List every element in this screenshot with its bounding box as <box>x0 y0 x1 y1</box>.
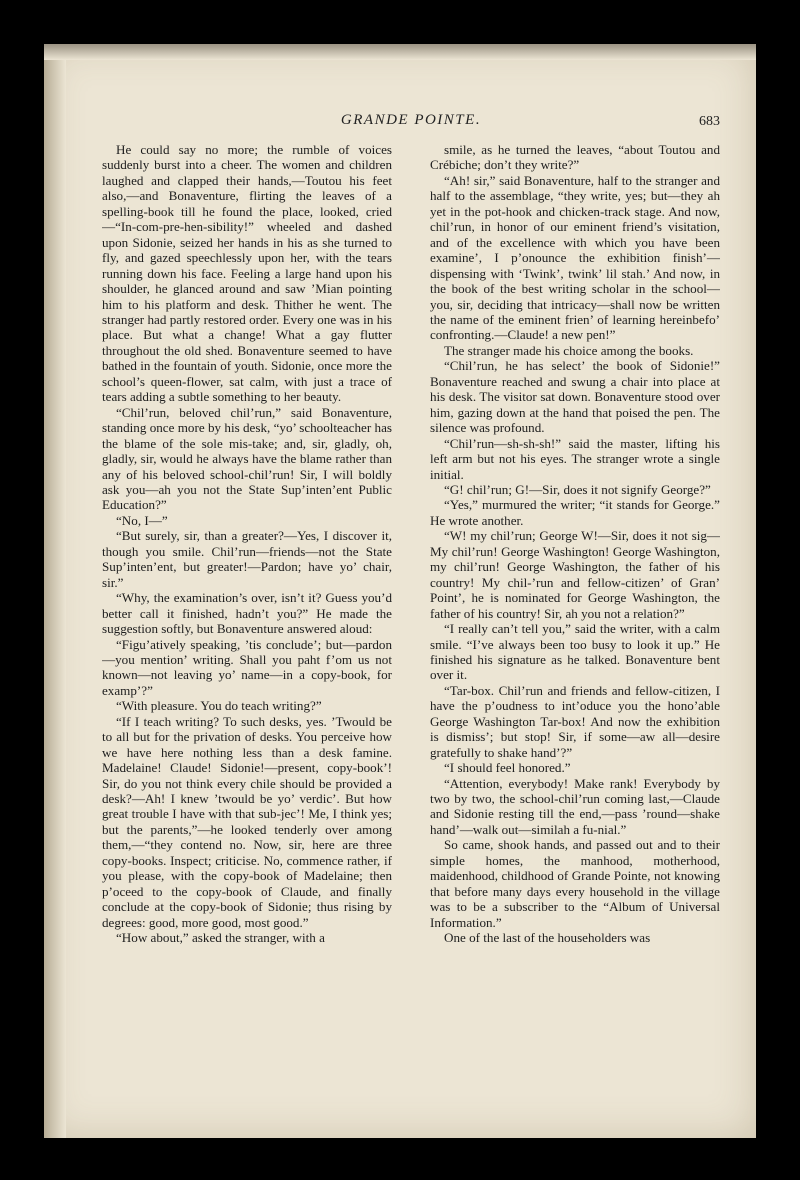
page-gutter-shadow <box>44 44 66 1138</box>
paragraph: “I really can’t tell you,” said the writer, with a calm smile. “I’ve always been too busy to look it up.” He finished his signature as he talked. Bonaventure bent over it. <box>430 621 720 683</box>
paragraph: “Chil’run, beloved chil’run,” said Bonaventure, standing once more by his desk, “yo’ schoolteacher has the blame of the sole mis-take; and, sir, gladly, oh, gladly, sir, would he always have the blame rather than any of his beloved school-chil’run! Sir, I will boldly ask you—ah you not the State Sup’inten’ent Public Education?” <box>102 404 392 513</box>
paragraph: The stranger made his choice among the books. <box>444 342 694 358</box>
paragraph: He could say no more; the rumble of voices suddenly burst into a cheer. The women and children laughed and clapped their hands,—Toutou his feet also,—and Bonaventure, flirting the leaves of a spelling-book till he found the place, looked, cried—“In-com-pre-hen-sibility!” wheeled and dashed upon Sidonie, seized her hands in his as she turned to fly, and gazed speechlessly upon her, with the tears running down his face. Feeling a large hand upon his shoulder, he glanced around and saw ’Mian pointing him to his platform and desk. Thither he went. The stranger had partly restored order. Every one was in his place. But what a change! What a gay flutter throughout the old shed. Bonaventure seemed to have bathed in the fountain of youth. Sidonie, once more the school’s queen-flower, sat calm, with just a trace of tears adding a subtle something to her beauty. <box>102 142 392 405</box>
paragraph: “Ah! sir,” said Bonaventure, half to the stranger and half to the assemblage, “they write, yes; but—they ah yet in the pot-hook and chicken-track stage. And now, chil’run, in honor of our eminent friend’s visitation, and of the excellence with which you have been examine’, I p’onounce the exhibition finish’—dispensing with ‘Twink’, twink’ lil stah.’ And now, in the book of the best writing scholar in the school—you, sir, deciding that intricacy—shall now be written the name of the eminent frien’ of learning hereinbefo’ confronting.—Claude! a new pen!” <box>430 172 720 343</box>
paragraph: “Figu’atively speaking, ’tis conclude’; but—pardon—you mention’ writing. Shall you paht f’om us not known—not leaving yo’ name—in a copy-book, for examp’?” <box>102 636 392 698</box>
paragraph: One of the last of the householders was <box>444 930 651 946</box>
paragraph: “Tar-box. Chil’run and friends and fellow-citizen, I have the p’oudness to int’oduce you the hono’able George Washington Tar-box! And now the exhibition is dismiss’; but stop! Sir, if some—aw all—desire gratefully to shake hand’?” <box>430 682 720 760</box>
paragraph: “Yes,” murmured the writer; “it stands for George.” He wrote another. <box>430 497 720 528</box>
page-header <box>102 112 720 138</box>
book-page <box>44 44 756 1138</box>
paragraph: “If I teach writing? To such desks, yes. ’Twould be to all but for the privation of desks. You perceive how we have here nothing less than a desk famine. Madelaine! Claude! Sidonie!—present, copy-book’! Sir, do you not think every chile should be provided a desk?—Ah! I knew ’twould be yo’ verdic’. But how great trouble I have with that sub-jec’! Me, I think yes; but the parents,”—he looked tenderly over among them,—“they contend no. Now, sir, here are three copy-books. Inspect; criticise. No, commence rather, if you please, with the copy-book of Madelaine; then p’oceed to the copy-book of Claude, and finally conclude at the copy-book of Sidonie; thus rising by degrees: good, more good, most good.” <box>102 713 392 930</box>
paragraph: “But surely, sir, than a greater?—Yes, I discover it, though you smile. Chil’run—friends—not the State Sup’inten’ent, but greater!—Pardon; have yo’ chair, sir.” <box>102 528 392 590</box>
paragraph: “Why, the examination’s over, isn’t it? Guess you’d better call it finished, hadn’t you?” He made the suggestion softly, but Bonaventure answered aloud: <box>102 590 392 637</box>
left-column <box>102 142 392 1132</box>
paragraph: “Attention, everybody! Make rank! Everybody by two by two, the school-chil’run coming last,—Claude and Sidonie resting till the end,—pass ’round—shake hand’—walk out—similah a fu-nial.” <box>430 775 720 837</box>
running-title: GRANDE POINTE. <box>340 112 482 128</box>
right-column <box>430 142 720 1132</box>
page-number: 683 <box>699 114 720 129</box>
paragraph: “Chil’run—sh-sh-sh!” said the master, lifting his left arm but not his eyes. The stranger wrote a single initial. <box>430 435 720 482</box>
paragraph: smile, as he turned the leaves, “about Toutou and Crébiche; don’t they write?” <box>430 142 720 173</box>
paragraph: “With pleasure. You do teach writing?” <box>116 698 322 714</box>
page-top-edge <box>44 44 756 60</box>
paragraph: “No, I—” <box>116 512 168 528</box>
paragraph: So came, shook hands, and passed out and to their simple homes, the manhood, motherhood, maidenhood, childhood of Grande Pointe, not knowing that before many days every household in the village was to be a subscriber to the “Album of Universal Information.” <box>430 837 720 930</box>
paragraph: “W! my chil’run; George W!—Sir, does it not sig—My chil’run! George Washington! George Washington, my chil’run! George Washington, the father of his country! My chil-’run and fellow-citizen’ of Gran’ Point’, he is nominated for George Washington, the father of his country! Sir, ah you not a relation?” <box>430 528 720 621</box>
paragraph: “I should feel honored.” <box>444 760 571 776</box>
paragraph: “Chil’run, he has select’ the book of Sidonie!” Bonaventure reached and swung a chair into place at his desk. The visitor sat down. Bonaventure stood over him, gazing down at the hand that poised the pen. The silence was profound. <box>430 358 720 436</box>
paragraph: “G! chil’run; G!—Sir, does it not signify George?” <box>444 481 711 497</box>
paragraph: “How about,” asked the stranger, with a <box>116 930 325 946</box>
